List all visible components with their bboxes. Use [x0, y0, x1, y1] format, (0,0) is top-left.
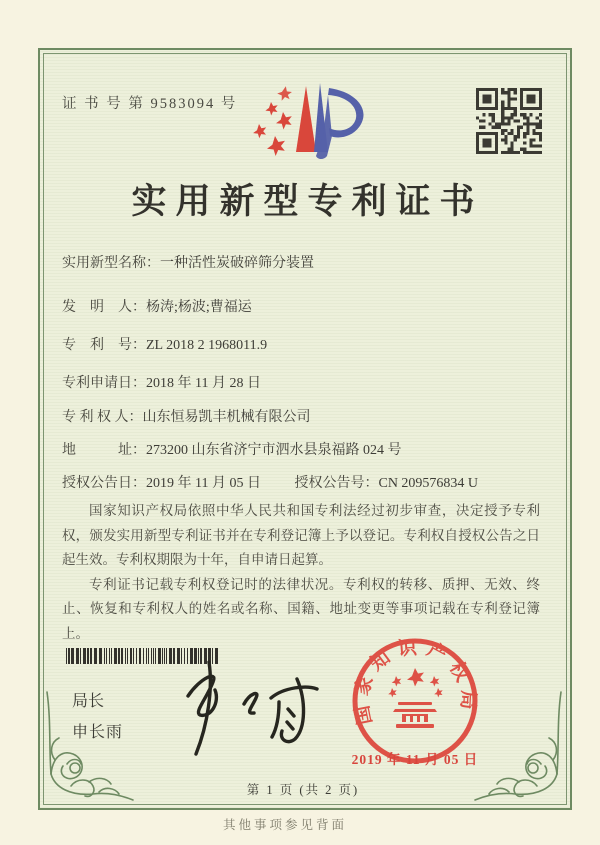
commissioner-title: 局长: [72, 693, 105, 710]
national-emblem-icon: [388, 668, 443, 728]
field-row-inventors: [62, 296, 252, 316]
field-label: 授权公告日：: [62, 476, 146, 491]
field-row-patentee: [62, 406, 311, 426]
field-value: 273200 山东省济宁市泗水县泉福路 024 号: [146, 443, 402, 458]
field-label: 专 利 权 人：: [62, 410, 143, 425]
page-number: 第 1 页 (共 2 页): [246, 783, 360, 797]
qr-code: [476, 88, 542, 154]
field-value: 一种活性炭破碎筛分装置: [160, 256, 314, 271]
cnipa-logo-icon: [228, 78, 372, 166]
field-value: CN 209576834 U: [378, 476, 479, 491]
seal-text: 国家知识产权局: [350, 637, 479, 727]
legal-text: [62, 499, 540, 646]
field-label: 地 址：: [62, 443, 146, 458]
certificate-number: 证 书 号 第 9583094 号: [62, 96, 238, 112]
field-label: 发 明 人：: [62, 300, 146, 315]
field-label: 专 利 号：: [62, 338, 146, 353]
field-value: ZL 2018 2 1968011.9: [146, 338, 268, 353]
certificate-title: 实用新型专利证书: [131, 182, 484, 221]
field-row-grant: [62, 472, 478, 492]
field-value: 杨涛;杨波;曹福运: [146, 300, 252, 315]
back-side-note: 其他事项参见背面: [222, 818, 347, 832]
field-row-name: [62, 252, 314, 272]
field-value: 山东恒易凯丰机械有限公司: [142, 410, 311, 425]
seal-date: 2019 年 11 月 05 日: [351, 752, 479, 767]
commissioner-signature: [158, 652, 333, 770]
field-row-address: [62, 439, 402, 459]
field-row-patent-number: [62, 334, 267, 354]
legal-paragraph-2: 专利证书记载专利权登记时的法律状况。专利权的转移、质押、无效、终止、恢复和专利权人的姓名或名称、国籍、地址变更等事项记载在专利登记簿上。: [62, 576, 540, 641]
legal-paragraph-1: 国家知识产权局依照中华人民共和国专利法经过初步审查，决定授予专利权，颁发实用新型专利证书并在专利登记簿上予以登记。专利权自授权公告之日起生效。专利权期限为十年，自申请日起算。: [62, 503, 540, 568]
field-row-filing-date: [62, 372, 261, 392]
commissioner-name: 申长雨: [72, 724, 124, 741]
field-value: 2018 年 11 月 28 日: [146, 376, 261, 391]
field-label: 实用新型名称：: [62, 256, 160, 271]
field-label: 专利申请日：: [62, 376, 146, 391]
field-label: 授权公告号：: [294, 476, 379, 491]
field-value: 2019 年 11 月 05 日: [146, 476, 261, 491]
